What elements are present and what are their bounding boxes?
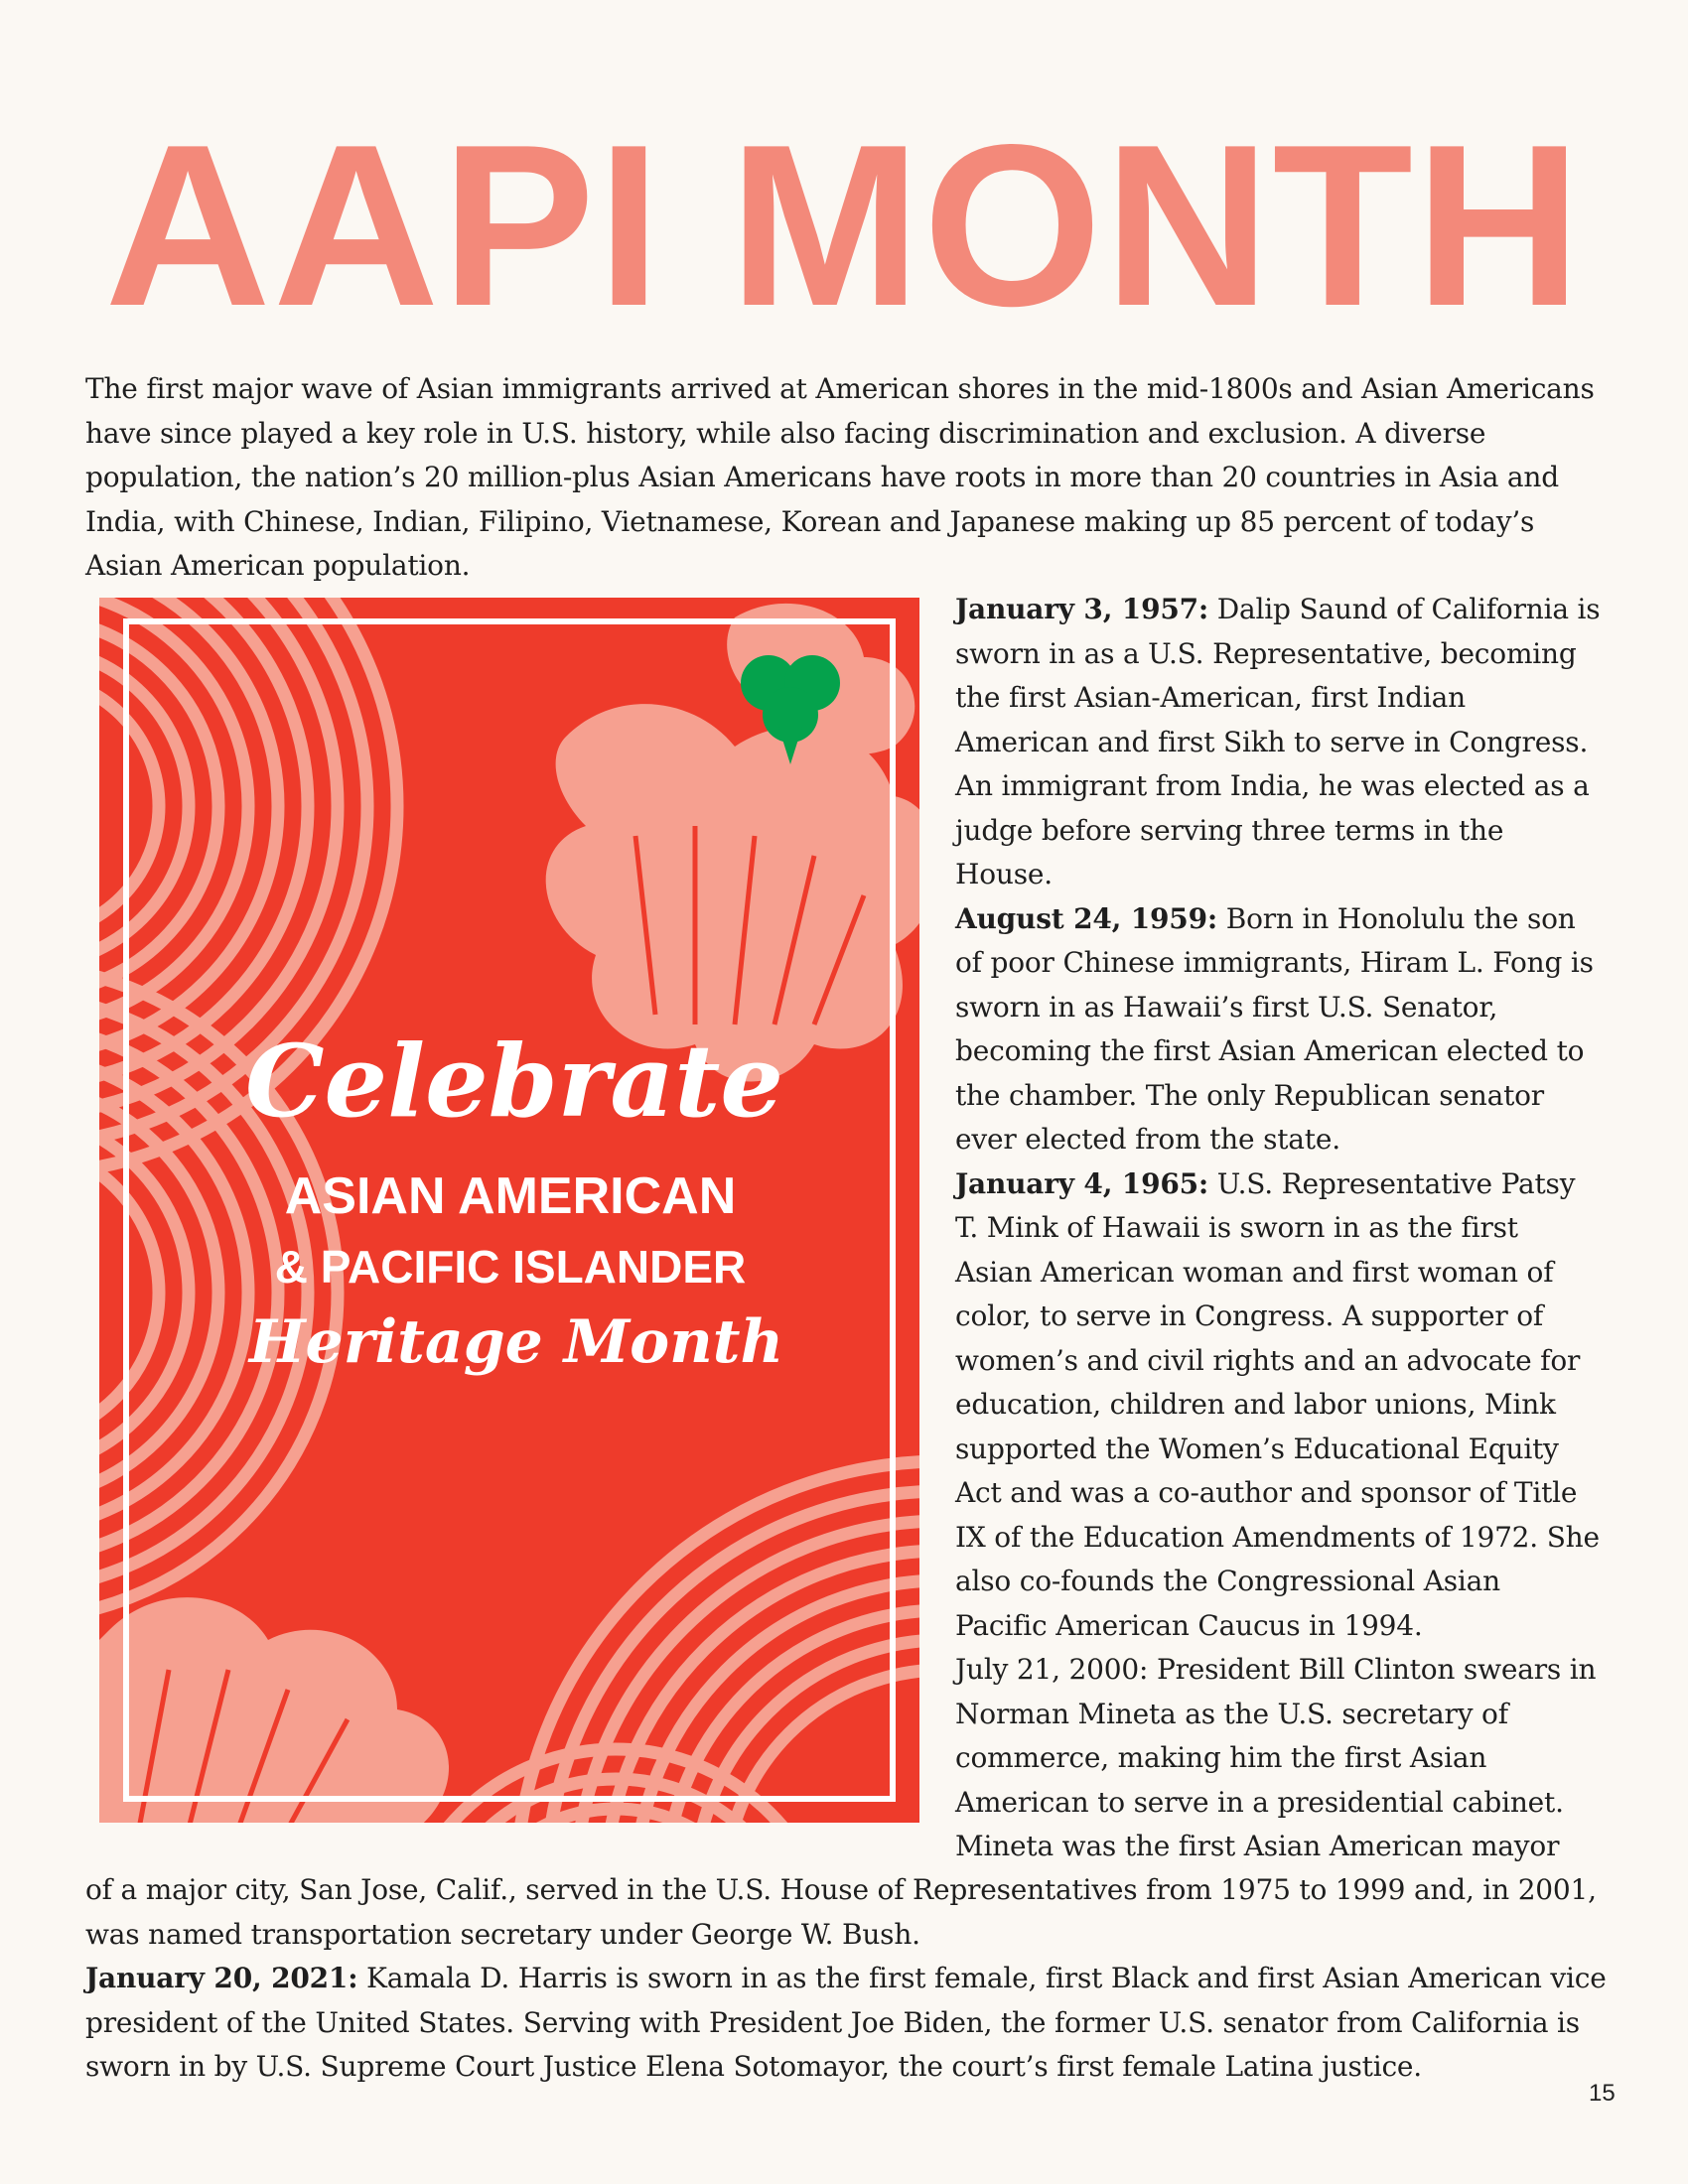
timeline-text: July 21, 2000: President Bill Clinton swears in Norman Mineta as the U.S. secretary of commerce, making him the first Asian American to serve in a presidential cabinet. Mineta was the first Asian American mayor <box>955 1653 1597 1862</box>
timeline-text: of a major city, San Jose, Calif., served in the U.S. House of Representatives from 1975 to 1999 and, in 2001, was named transportation secretary under George W. Bush. <box>85 1873 1597 1951</box>
poster-heritage-month: Heritage Month <box>248 1307 784 1377</box>
timeline-date: January 3, 1957: <box>955 593 1209 625</box>
page-title: AAPI MONTH <box>104 97 1584 354</box>
timeline-date: January 4, 1965: <box>955 1166 1209 1200</box>
timeline-text: Born in Honolulu the son of poor Chinese immigrants, Hiram L. Fong is sworn in as Hawaii’s first U.S. Senator, becoming the first Asian American elected to the chamber. The only Republican senator ever elected from the state. <box>955 901 1594 1156</box>
timeline-right-column <box>955 588 1601 1869</box>
timeline-text: Dalip Saund of California is sworn in as a U.S. Representative, becoming the first Asian-American, first Indian American and first Sikh to serve in Congress. An immigrant from India, he was elected as a judge before serving three terms in the House. <box>955 593 1601 890</box>
poster-asian-american: ASIAN AMERICAN <box>284 1167 737 1225</box>
timeline-text: U.S. Representative Patsy T. Mink of Hawaii is sworn in as the first Asian American woman and first woman of color, to serve in Congress. A supporter of women’s and civil rights and an advocate for education, children and labor unions, Mink supported the Women’s Educational Equity Act and was a co-author and sponsor of Title IX of the Education Amendments of 1972. She also co-founds the Congressional Asian Pacific American Caucus in 1994. <box>955 1166 1600 1642</box>
intro-paragraph: The first major wave of Asian immigrants arrived at American shores in the mid-1800s and Asian Americans have since played a key role in U.S. history, while also facing discrimination and exclusion. A diverse population, the nation’s 20 million-plus Asian Americans have roots in more than 20 countries in Asia and India, with Chinese, Indian, Filipino, Vietnamese, Korean and Japanese making up 85 percent of today’s Asian American population. <box>85 372 1595 582</box>
poster-celebrate: Celebrate <box>244 1023 784 1140</box>
timeline-date: August 24, 1959: <box>955 901 1217 935</box>
heritage-month-poster <box>99 598 919 1823</box>
poster-pacific-islander: & PACIFIC ISLANDER <box>274 1241 747 1293</box>
page-number: 15 <box>1589 2080 1616 2107</box>
timeline-text: Kamala D. Harris is sworn in as the first female, first Black and first Asian American vice president of the United States. Serving with President Joe Biden, the former U.S. senator from California is sworn in by U.S. Supreme Court Justice Elena Sotomayor, the court’s first female Latina justice. <box>85 1962 1607 2083</box>
timeline-date: January 20, 2021: <box>85 1962 358 1994</box>
timeline-bottom-section <box>85 1868 1634 2090</box>
